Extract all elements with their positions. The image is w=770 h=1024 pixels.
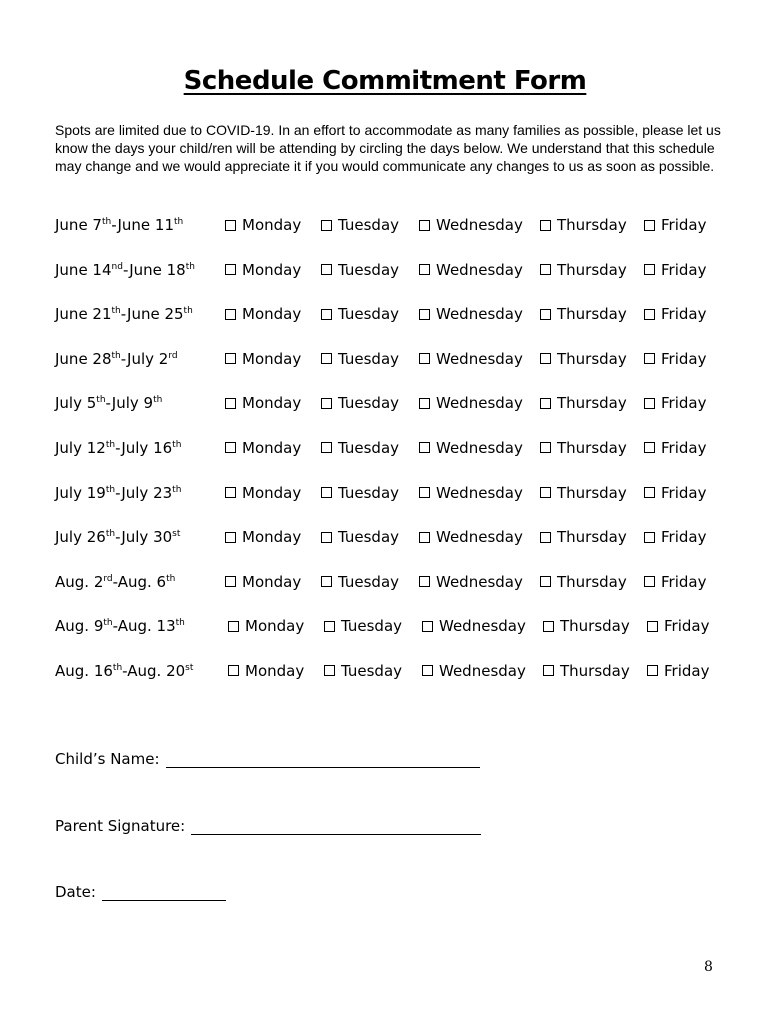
date-input-line[interactable] (102, 886, 226, 901)
day-label: Wednesday (436, 349, 523, 368)
day-option-monday[interactable] (225, 216, 301, 234)
day-option-tuesday[interactable] (324, 617, 402, 635)
day-label: Thursday (557, 528, 627, 547)
day-option-tuesday[interactable] (321, 573, 399, 591)
week-start-suffix: th (111, 350, 121, 361)
day-label: Friday (664, 661, 710, 680)
day-option-wednesday[interactable] (419, 484, 523, 502)
week-row (55, 479, 745, 524)
checkbox-icon[interactable] (540, 442, 551, 453)
day-label: Thursday (560, 617, 630, 636)
day-option-thursday[interactable] (540, 261, 627, 279)
day-label: Wednesday (436, 438, 523, 457)
day-label: Wednesday (436, 394, 523, 413)
week-end-suffix: th (183, 306, 193, 317)
checkbox-icon[interactable] (225, 353, 236, 364)
day-option-tuesday[interactable] (321, 394, 399, 412)
week-end-date: June 18 (129, 260, 186, 279)
day-label: Wednesday (439, 617, 526, 636)
day-option-friday[interactable] (644, 528, 706, 546)
week-separator: - (122, 661, 128, 680)
day-option-tuesday[interactable] (321, 484, 399, 502)
checkbox-icon[interactable] (540, 398, 551, 409)
day-label: Friday (661, 216, 707, 234)
day-label: Friday (661, 349, 707, 368)
day-label: Thursday (557, 438, 627, 457)
day-option-friday[interactable] (644, 484, 706, 502)
form-title-text: Schedule Commitment Form (183, 66, 587, 96)
day-label: Tuesday (338, 438, 400, 457)
child-name-label: Child’s Name: (55, 750, 160, 768)
week-start-date: June 14 (55, 260, 112, 279)
day-option-tuesday[interactable] (321, 305, 399, 323)
day-label: Thursday (560, 661, 630, 680)
day-label: Friday (661, 305, 707, 324)
day-label: Tuesday (338, 572, 400, 591)
day-option-thursday[interactable] (540, 394, 627, 412)
week-end-suffix: th (166, 573, 176, 584)
day-option-monday[interactable] (225, 261, 301, 279)
parent-signature-field (55, 817, 481, 835)
week-label (55, 305, 193, 323)
week-label (55, 261, 195, 279)
day-label: Wednesday (439, 661, 526, 680)
day-label: Friday (661, 572, 707, 591)
week-end-date: July 16 (121, 438, 173, 457)
checkbox-icon[interactable] (647, 621, 658, 632)
date-field (55, 883, 226, 901)
day-label: Thursday (557, 572, 627, 591)
day-option-wednesday[interactable] (419, 261, 523, 279)
day-option-thursday[interactable] (540, 573, 627, 591)
week-start-date: July 26 (55, 528, 106, 547)
day-label: Monday (242, 483, 302, 502)
day-option-thursday[interactable] (540, 350, 627, 368)
week-end-suffix: th (153, 395, 163, 406)
checkbox-icon[interactable] (419, 398, 430, 409)
day-label: Monday (242, 394, 302, 413)
checkbox-icon[interactable] (225, 264, 236, 275)
day-label: Wednesday (436, 305, 523, 324)
day-label: Monday (242, 528, 302, 547)
week-label (55, 662, 193, 680)
week-start-date: July 12 (55, 438, 106, 457)
week-start-date: June 7 (55, 216, 102, 234)
checkbox-icon[interactable] (419, 487, 430, 498)
day-label: Thursday (557, 483, 627, 502)
week-start-suffix: th (103, 618, 113, 629)
day-option-tuesday[interactable] (324, 662, 402, 680)
week-start-suffix: rd (103, 573, 113, 584)
day-label: Monday (242, 260, 302, 279)
page-number: 8 (704, 959, 713, 975)
day-option-thursday[interactable] (540, 528, 627, 546)
week-label (55, 350, 178, 368)
day-option-friday[interactable] (644, 394, 706, 412)
day-option-friday[interactable] (644, 350, 706, 368)
checkbox-icon[interactable] (644, 487, 655, 498)
week-start-suffix: th (101, 217, 112, 227)
checkbox-icon[interactable] (644, 532, 655, 543)
day-label: Wednesday (436, 483, 523, 502)
day-label: Tuesday (338, 216, 400, 234)
checkbox-icon[interactable] (324, 621, 335, 632)
day-option-friday[interactable] (644, 305, 706, 323)
week-start-suffix: th (112, 662, 123, 673)
day-label: Wednesday (436, 572, 523, 591)
week-end-date: July 23 (121, 483, 173, 502)
checkbox-icon[interactable] (540, 353, 551, 364)
week-end-date: Aug. 6 (117, 572, 167, 591)
day-option-friday[interactable] (644, 216, 706, 234)
week-separator: - (105, 394, 112, 413)
day-label: Tuesday (338, 349, 400, 368)
checkbox-icon[interactable] (540, 532, 551, 543)
checkbox-icon[interactable] (228, 665, 239, 676)
day-option-monday[interactable] (225, 305, 301, 323)
day-label: Monday (242, 305, 302, 324)
day-label: Thursday (557, 305, 627, 324)
week-row (55, 657, 745, 702)
day-label: Wednesday (436, 260, 523, 279)
checkbox-icon[interactable] (225, 398, 236, 409)
week-end-date: June 25 (127, 305, 184, 324)
day-option-friday[interactable] (644, 439, 706, 457)
week-row (55, 434, 745, 479)
week-separator: - (115, 483, 122, 502)
week-start-suffix: th (105, 529, 116, 540)
day-label: Friday (661, 483, 707, 502)
checkbox-icon[interactable] (419, 264, 430, 275)
day-option-wednesday[interactable] (419, 528, 523, 546)
week-start-suffix: th (111, 306, 121, 317)
week-separator: - (111, 216, 118, 234)
day-option-wednesday[interactable] (422, 617, 526, 635)
day-label: Thursday (557, 260, 627, 279)
checkbox-icon[interactable] (225, 309, 236, 320)
checkbox-icon[interactable] (644, 442, 655, 453)
intro-paragraph: Spots are limited due to COVID-19. In an effort to accommodate as many families as possible, please let us know the days your child/ren will be attending by circling the days below. We understand that this schedule may change and we would appreciate it if you would communicate any changes to us as soon as possible. (55, 122, 721, 174)
week-start-suffix: th (96, 395, 106, 406)
week-start-date: July 5 (55, 394, 97, 413)
day-option-wednesday[interactable] (419, 573, 523, 591)
day-label: Tuesday (341, 617, 403, 636)
day-option-tuesday[interactable] (321, 261, 399, 279)
day-label: Tuesday (338, 260, 400, 279)
week-row (55, 300, 745, 345)
day-option-tuesday[interactable] (321, 216, 399, 234)
day-option-friday[interactable] (644, 261, 706, 279)
day-option-wednesday[interactable] (419, 216, 523, 234)
checkbox-icon[interactable] (422, 665, 433, 676)
checkbox-icon[interactable] (321, 398, 332, 409)
week-end-suffix: rd (168, 350, 178, 361)
checkbox-icon[interactable] (321, 309, 332, 320)
week-label (55, 394, 162, 412)
week-end-suffix: th (172, 484, 182, 495)
day-label: Wednesday (436, 216, 523, 234)
checkbox-icon[interactable] (321, 532, 332, 543)
checkbox-icon[interactable] (419, 532, 430, 543)
checkbox-icon[interactable] (540, 220, 551, 231)
day-label: Friday (661, 260, 707, 279)
checkbox-icon[interactable] (644, 264, 655, 275)
day-option-monday[interactable] (225, 528, 301, 546)
day-option-wednesday[interactable] (419, 350, 523, 368)
checkbox-icon[interactable] (321, 353, 332, 364)
checkbox-icon[interactable] (419, 309, 430, 320)
week-end-date: July 2 (127, 349, 169, 368)
checkbox-icon[interactable] (324, 665, 335, 676)
day-option-monday[interactable] (225, 439, 301, 457)
week-separator: - (122, 260, 130, 279)
week-row (55, 345, 745, 390)
day-option-friday[interactable] (644, 573, 706, 591)
day-label: Monday (245, 661, 305, 680)
checkbox-icon[interactable] (321, 576, 332, 587)
week-row (55, 211, 745, 256)
form-title (0, 66, 770, 96)
checkbox-icon[interactable] (225, 442, 236, 453)
day-option-friday[interactable] (647, 662, 709, 680)
checkbox-icon[interactable] (540, 487, 551, 498)
day-label: Tuesday (338, 528, 400, 547)
day-option-thursday[interactable] (543, 617, 630, 635)
day-label: Friday (661, 394, 707, 413)
week-start-suffix: th (105, 439, 116, 450)
day-option-monday[interactable] (225, 350, 301, 368)
day-option-tuesday[interactable] (321, 528, 399, 546)
checkbox-icon[interactable] (225, 532, 236, 543)
checkbox-icon[interactable] (540, 309, 551, 320)
week-row (55, 523, 745, 568)
parent-signature-input-line[interactable] (191, 820, 481, 835)
day-option-thursday[interactable] (540, 216, 627, 234)
week-end-suffix: th (185, 261, 195, 272)
week-end-suffix: st (172, 529, 181, 540)
week-row (55, 389, 745, 434)
week-label (55, 484, 181, 502)
checkbox-icon[interactable] (540, 576, 551, 587)
day-label: Monday (242, 438, 302, 457)
week-label (55, 439, 181, 457)
week-end-suffix: th (174, 217, 184, 227)
checkbox-icon[interactable] (321, 264, 332, 275)
day-label: Thursday (557, 216, 627, 234)
day-label: Friday (664, 617, 710, 636)
week-end-date: June 11 (117, 216, 174, 234)
checkbox-icon[interactable] (321, 220, 332, 231)
week-separator: - (112, 617, 118, 636)
week-start-suffix: nd (111, 261, 123, 272)
week-label (55, 617, 185, 635)
day-option-wednesday[interactable] (422, 662, 526, 680)
checkbox-icon[interactable] (419, 442, 430, 453)
day-label: Monday (242, 349, 302, 368)
day-option-monday[interactable] (228, 662, 304, 680)
child-name-field (55, 750, 480, 768)
checkbox-icon[interactable] (422, 621, 433, 632)
week-row (55, 612, 745, 657)
day-label: Tuesday (341, 661, 403, 680)
day-label: Tuesday (338, 483, 400, 502)
child-name-input-line[interactable] (166, 753, 480, 768)
week-end-suffix: th (175, 618, 185, 629)
checkbox-icon[interactable] (540, 264, 551, 275)
week-label (55, 573, 175, 591)
day-option-tuesday[interactable] (321, 350, 399, 368)
checkbox-icon[interactable] (419, 220, 430, 231)
date-label: Date: (55, 883, 96, 901)
day-label: Thursday (557, 349, 627, 368)
checkbox-icon[interactable] (644, 220, 655, 231)
checkbox-icon[interactable] (228, 621, 239, 632)
week-separator: - (120, 305, 128, 324)
day-label: Wednesday (436, 528, 523, 547)
parent-signature-label: Parent Signature: (55, 817, 186, 835)
day-option-monday[interactable] (228, 617, 304, 635)
day-option-monday[interactable] (225, 394, 301, 412)
week-start-date: June 28 (55, 349, 112, 368)
day-label: Monday (242, 572, 302, 591)
checkbox-icon[interactable] (644, 398, 655, 409)
day-option-wednesday[interactable] (419, 439, 523, 457)
week-end-date: Aug. 13 (117, 617, 176, 636)
week-start-date: Aug. 9 (55, 617, 104, 636)
day-option-friday[interactable] (647, 617, 709, 635)
week-start-date: July 19 (55, 483, 106, 502)
checkbox-icon[interactable] (321, 442, 332, 453)
day-label: Monday (242, 216, 302, 234)
checkbox-icon[interactable] (225, 576, 236, 587)
day-option-tuesday[interactable] (321, 439, 399, 457)
checkbox-icon[interactable] (321, 487, 332, 498)
checkbox-icon[interactable] (225, 487, 236, 498)
day-label: Friday (661, 438, 707, 457)
week-end-suffix: st (185, 662, 194, 673)
day-option-wednesday[interactable] (419, 305, 523, 323)
checkbox-icon[interactable] (419, 576, 430, 587)
week-separator: - (112, 572, 118, 591)
week-end-suffix: th (172, 439, 182, 450)
week-end-date: July 9 (111, 394, 154, 413)
week-row (55, 568, 745, 613)
day-option-thursday[interactable] (540, 305, 627, 323)
week-start-date: Aug. 2 (55, 572, 104, 591)
week-separator: - (115, 438, 122, 457)
week-label (55, 216, 183, 234)
day-option-thursday[interactable] (540, 484, 627, 502)
week-end-date: Aug. 20 (127, 661, 186, 680)
week-start-suffix: th (105, 484, 116, 495)
checkbox-icon[interactable] (543, 621, 554, 632)
week-label (55, 528, 180, 546)
day-option-thursday[interactable] (540, 439, 627, 457)
day-label: Tuesday (338, 394, 400, 413)
day-option-wednesday[interactable] (419, 394, 523, 412)
week-schedule-list (55, 211, 745, 702)
day-label: Thursday (557, 394, 627, 413)
week-end-date: July 30 (121, 528, 173, 547)
checkbox-icon[interactable] (419, 353, 430, 364)
week-start-date: June 21 (55, 305, 112, 324)
day-option-thursday[interactable] (543, 662, 630, 680)
checkbox-icon[interactable] (644, 576, 655, 587)
checkbox-icon[interactable] (644, 309, 655, 320)
week-row (55, 256, 745, 301)
day-label: Tuesday (338, 305, 400, 324)
checkbox-icon[interactable] (647, 665, 658, 676)
day-label: Friday (661, 528, 707, 547)
week-separator: - (120, 349, 128, 368)
day-label: Monday (245, 617, 305, 636)
checkbox-icon[interactable] (225, 220, 236, 231)
week-separator: - (115, 528, 122, 547)
day-option-monday[interactable] (225, 573, 301, 591)
checkbox-icon[interactable] (644, 353, 655, 364)
week-start-date: Aug. 16 (55, 661, 113, 680)
checkbox-icon[interactable] (543, 665, 554, 676)
day-option-monday[interactable] (225, 484, 301, 502)
